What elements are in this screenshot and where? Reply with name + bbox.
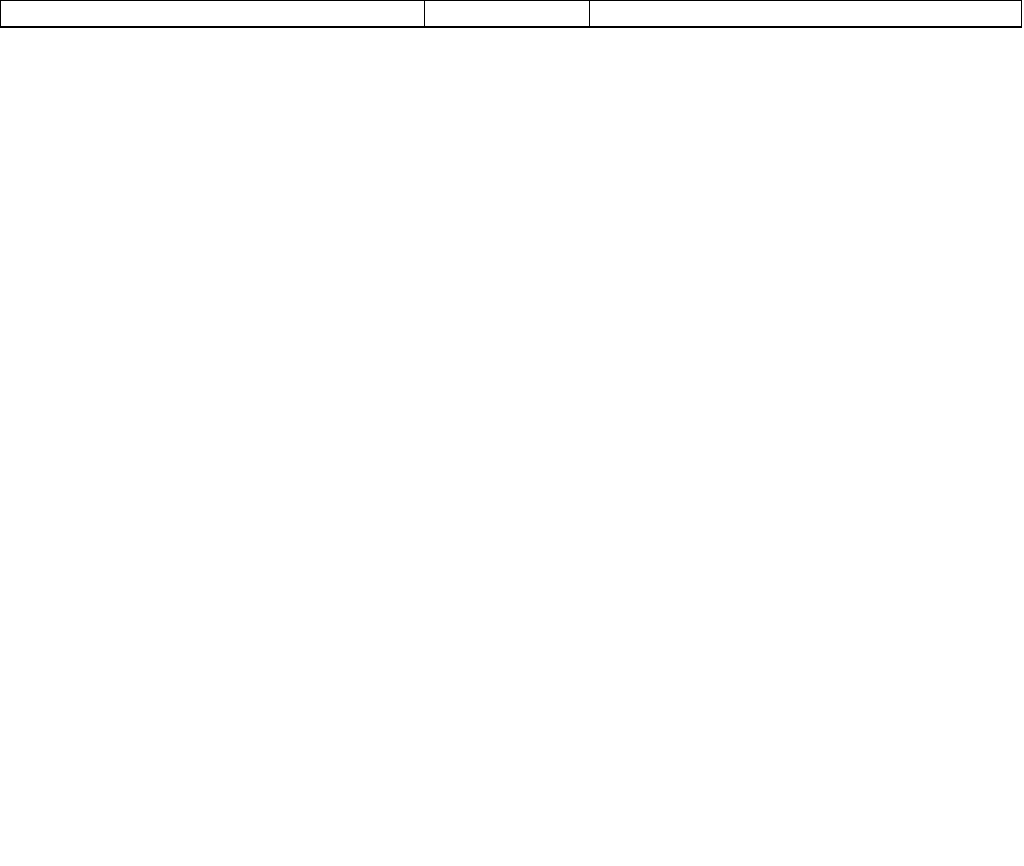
header-url	[590, 1, 1022, 26]
table-header	[0, 0, 1022, 28]
header-frequency	[425, 1, 591, 26]
header-query	[1, 1, 425, 26]
